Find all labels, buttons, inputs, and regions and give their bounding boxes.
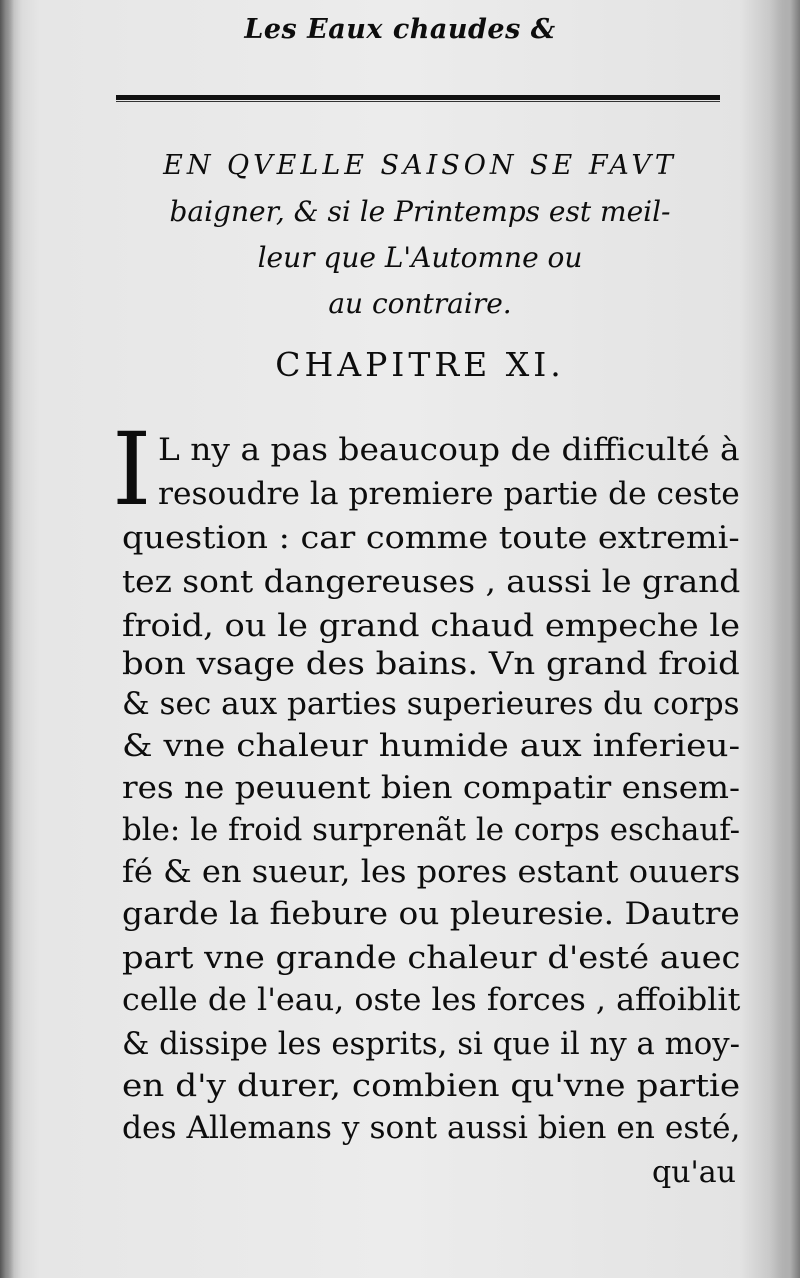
heading-line: au contraire.	[328, 287, 512, 320]
body-text-line: question : car comme toute extremi-	[122, 520, 740, 556]
body-text-line: tez sont dangereuses , aussi le grand	[122, 564, 741, 600]
body-text-line: ble: le froid surprenãt le corps eschauf-	[122, 812, 741, 848]
body-text-line: garde la fiebure ou pleuresie. Dautre	[122, 896, 740, 932]
chapter-heading	[110, 143, 730, 327]
header-rule	[116, 95, 720, 100]
page-edge-left	[0, 0, 14, 1278]
body-text-line: resoudre la premiere partie de ceste	[158, 476, 740, 512]
body-text-line: L ny a pas beaucoup de difficulté à	[158, 432, 740, 468]
heading-line: baigner, & si le Printemps est meil-	[169, 195, 671, 228]
heading-line: leur que L'Automne ou	[257, 241, 583, 274]
heading-line: EN QVELLE SAISON SE FAVT	[163, 150, 677, 181]
body-text-line: en d'y durer, combien qu'vne partie	[122, 1068, 741, 1104]
drop-initial: I	[112, 411, 152, 528]
body-text-line: & dissipe les esprits, si que il ny a moy-	[122, 1026, 741, 1062]
body-text-line: part vne grande chaleur d'esté auec	[122, 940, 741, 976]
catchword: qu'au	[652, 1155, 736, 1190]
body-text-line: des Allemans y sont aussi bien en esté,	[122, 1110, 741, 1146]
body-text-line: froid, ou le grand chaud empeche le	[122, 608, 741, 644]
running-head: Les Eaux chaudes &	[244, 14, 556, 45]
body-text-line: bon vsage des bains. Vn grand froid	[122, 646, 740, 682]
body-text-line: & sec aux parties superieures du corps	[122, 686, 740, 722]
body-text-line: celle de l'eau, oste les forces , affoiblit	[122, 982, 741, 1018]
body-text-line: res ne peuuent bien compatir ensem-	[122, 770, 740, 806]
header-rule-thin	[116, 101, 720, 102]
body-text-line: & vne chaleur humide aux inferieu-	[122, 728, 741, 764]
body-text-line: fé & en sueur, les pores estant ouuers	[122, 854, 741, 890]
chapter-number: CHAPITRE XI.	[275, 345, 565, 384]
page-edge-right	[770, 0, 800, 1278]
